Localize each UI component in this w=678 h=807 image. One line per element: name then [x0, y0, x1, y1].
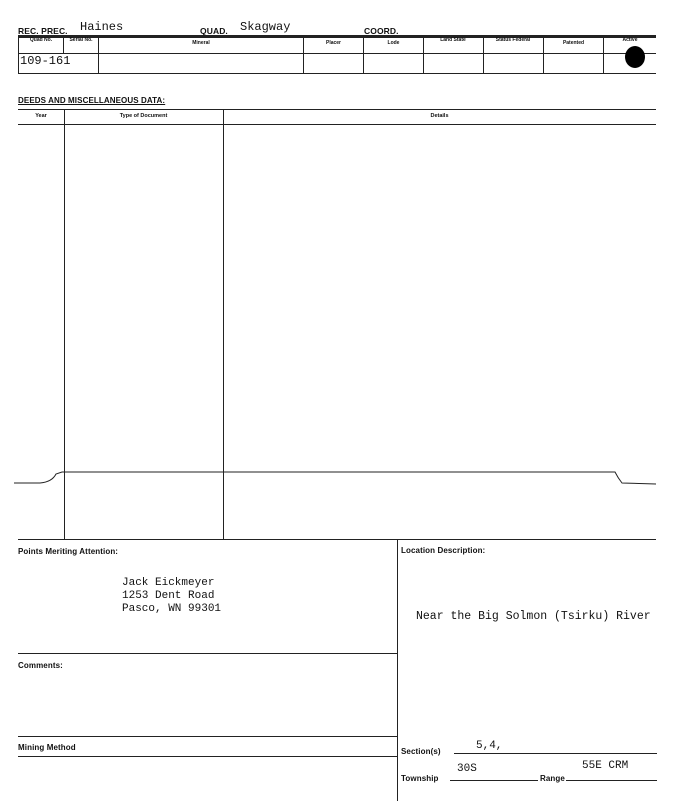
top-table-bottom-rule [18, 73, 656, 74]
deeds-top-rule [18, 109, 656, 110]
range-value: 55E CRM [582, 760, 629, 772]
location-value: Near the Big Solmon (Tsirku) River [416, 610, 651, 623]
section-value: 5,4, [476, 740, 503, 752]
coord-label: COORD. [364, 26, 399, 36]
deeds-section-title: DEEDS AND MISCELLANEOUS DATA: [18, 96, 166, 105]
township-value: 30S [457, 763, 477, 775]
location-label: Location Description: [401, 546, 486, 555]
lower-center-divider [397, 539, 398, 801]
township-label: Township [401, 774, 439, 783]
th-quad-no: Quad No. [29, 37, 53, 43]
th-land-state: Land State [440, 37, 466, 43]
th-lode: Lode [387, 40, 400, 46]
points-label: Points Meriting Attention: [18, 547, 119, 556]
address-line-name: Jack Eickmeyer [122, 577, 215, 589]
address-line-street: 1253 Dent Road [122, 590, 215, 602]
th-serial-no: Serial No. [69, 37, 93, 43]
top-table-header-rule [18, 53, 656, 54]
comments-top-rule [18, 653, 397, 654]
mining-top-rule [18, 736, 397, 737]
top-table-divider [483, 36, 484, 73]
top-table-top-rule [18, 36, 656, 38]
col-details-header: Details [430, 113, 449, 119]
section-underline [454, 753, 657, 754]
th-patented: Patented [562, 40, 585, 46]
th-active: Active [622, 37, 638, 43]
quad-value: Skagway [240, 20, 291, 34]
township-underline [450, 780, 538, 781]
address-line-city: Pasco, WN 99301 [122, 603, 222, 615]
rec-prec-value: Haines [80, 20, 124, 34]
rec-prec-label: REC. PREC. [18, 26, 68, 36]
section-label: Section(s) [401, 747, 441, 756]
deeds-header-rule [18, 124, 656, 125]
range-label: Range [540, 774, 565, 783]
col-year-header: Year [35, 113, 47, 119]
quad-label: QUAD. [200, 26, 228, 36]
page-fold-line [0, 460, 678, 500]
points-address [122, 577, 221, 616]
top-table-left-border [18, 36, 19, 73]
th-status-federal: Status Federal [495, 37, 531, 43]
col-type-header: Type of Document [119, 113, 168, 119]
range-underline [566, 780, 657, 781]
hole-punch-mark [625, 46, 645, 68]
quad-no-value: 109-161 [20, 54, 71, 68]
th-placer: Placer [325, 40, 341, 46]
th-mineral: Mineral [192, 40, 210, 46]
top-table-divider [423, 36, 424, 73]
comments-label: Comments: [18, 661, 63, 670]
lower-top-rule [18, 539, 656, 540]
mining-method-label: Mining Method [18, 743, 76, 752]
mining-underline [18, 756, 397, 757]
